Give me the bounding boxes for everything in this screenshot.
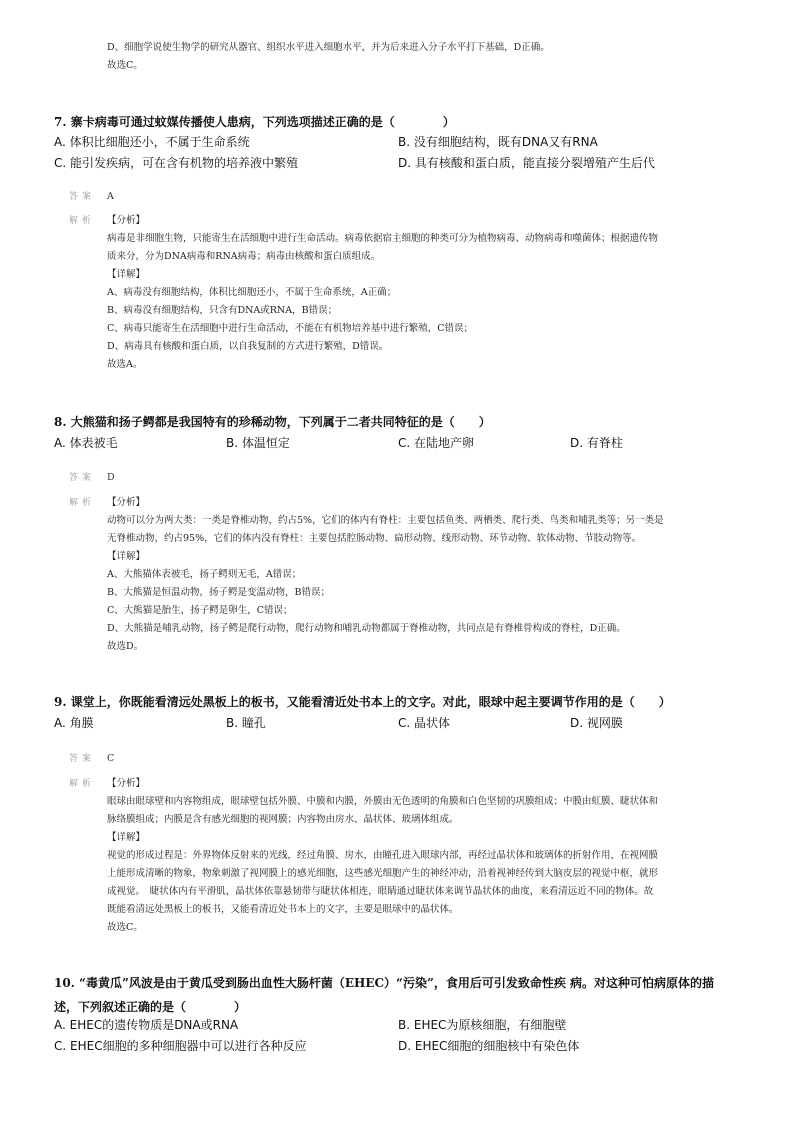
text-line: B、大熊猫是恒温动物，扬子鳄是变温动物，B错误； <box>107 587 330 598</box>
question-7-options <box>54 132 754 174</box>
answer-label: 答案 <box>69 754 96 764</box>
analysis-text <box>107 494 757 656</box>
text-line: 【详解】 <box>107 551 146 562</box>
text-line: 故选A。 <box>107 359 143 370</box>
text-line: 故选C。 <box>107 60 143 71</box>
text-line: D、大熊猫是哺乳动物，扬子鳄是爬行动物，爬行动物和哺乳动物都属于脊椎动物，共同点是有脊椎骨构成的脊柱，D正确。 <box>107 623 626 634</box>
text-line: B、病毒没有细胞结构，只含有DNA或RNA，B错误； <box>107 305 338 316</box>
question-10-options <box>54 1015 754 1057</box>
option-a[interactable]: A. 体积比细胞还小，不属于生命系统 <box>54 135 250 149</box>
text-line: C、大熊猫是胎生，扬子鳄是卵生，C错误； <box>107 605 293 616</box>
text-line: 【详解】 <box>107 269 146 280</box>
text-line: 眼球由眼球壁和内容物组成，眼球壁包括外膜、中膜和内膜，外膜由无色透明的角膜和白色坚韧的巩膜组成；中膜由虹膜、睫状体和 <box>107 796 659 807</box>
question-9-title <box>54 690 744 714</box>
title-line: 10. “毒黄瓜”风波是由于黄瓜受到肠出血性大肠杆菌（EHEC）“污染”，食用后可引发致命性疾 病。对这种可怕病原体的描 <box>54 976 715 990</box>
text-line: D、细胞学说使生物学的研究从器官、组织水平进入细胞水平，并为后来进入分子水平打下基础，D正确。 <box>107 42 550 53</box>
title-line: 7. 寨卡病毒可通过蚊媒传播使人患病，下列选项描述正确的是（ ） <box>54 115 455 129</box>
analysis-text <box>107 212 757 374</box>
question-10-title <box>54 971 744 1019</box>
text-line: 【分析】 <box>107 215 146 226</box>
option-c[interactable]: C. 在陆地产卵 <box>398 436 475 450</box>
previous-analysis-tail <box>107 39 747 75</box>
analysis-label: 解析 <box>69 498 96 508</box>
answer-value: C <box>107 753 115 764</box>
answer-label: 答案 <box>69 192 96 202</box>
analysis-text <box>107 775 757 937</box>
option-d[interactable]: D. EHEC细胞的细胞核中有染色体 <box>398 1039 580 1053</box>
text-line: 故选D。 <box>107 641 144 652</box>
option-c[interactable]: C. EHEC细胞的多种细胞器中可以进行各种反应 <box>54 1039 307 1053</box>
option-c[interactable]: C. 晶状体 <box>398 716 451 730</box>
option-b[interactable]: B. 没有细胞结构，既有DNA又有RNA <box>398 135 598 149</box>
option-d[interactable]: D. 视网膜 <box>570 716 623 730</box>
answer-value: D <box>107 472 115 483</box>
title-line: 8. 大熊猫和扬子鳄都是我国特有的珍稀动物，下列属于二者共同特征的是（ ） <box>54 415 491 429</box>
option-a[interactable]: A. 角膜 <box>54 716 94 730</box>
option-c[interactable]: C. 能引发疾病，可在含有机物的培养液中繁殖 <box>54 156 299 170</box>
text-line: 动物可以分为两大类：一类是脊椎动物，约占5%，它们的体内有脊柱：主要包括鱼类、两栖类、爬行类、鸟类和哺乳类等；另一类是 <box>107 515 664 526</box>
analysis-label: 解析 <box>69 216 96 226</box>
text-line: A、病毒没有细胞结构，体积比细胞还小，不属于生命系统，A正确； <box>107 287 397 298</box>
question-8-options <box>54 433 754 454</box>
text-line: D、病毒具有核酸和蛋白质，以自我复制的方式进行繁殖，D错误。 <box>107 341 389 352</box>
text-line: 【详解】 <box>107 832 146 843</box>
option-b[interactable]: B. 瞳孔 <box>226 716 266 730</box>
answer-value: A <box>107 191 114 202</box>
option-d[interactable]: D. 有脊柱 <box>570 436 623 450</box>
option-d[interactable]: D. 具有核酸和蛋白质，能直接分裂增殖产生后代 <box>398 156 655 170</box>
question-7-title <box>54 110 744 134</box>
option-b[interactable]: B. EHEC为原核细胞，有细胞壁 <box>398 1018 567 1032</box>
text-line: 病毒是非细胞生物，只能寄生在活细胞中进行生命活动。病毒依据宿主细胞的种类可分为植物病毒、动物病毒和噬菌体；根据遗传物 <box>107 233 659 244</box>
option-a[interactable]: A. 体表被毛 <box>54 436 118 450</box>
text-line: 上能形成清晰的物象，物象刺激了视网膜上的感光细胞，这些感光细胞产生的神经冲动，沿着视神经传到大脑皮层的视觉中枢，就形 <box>107 868 659 879</box>
text-line: 【分析】 <box>107 497 146 508</box>
text-line: 质来分，分为DNA病毒和RNA病毒；病毒由核酸和蛋白质组成。 <box>107 251 381 262</box>
question-8-title <box>54 410 744 434</box>
question-9-options <box>54 713 754 734</box>
text-line: A、大熊猫体表被毛，扬子鳄则无毛，A错误； <box>107 569 302 580</box>
text-line: 故选C。 <box>107 922 143 933</box>
text-line: 成视觉。 睫状体内有平滑肌，晶状体依靠悬韧带与睫状体相连，眼睛通过睫状体来调节晶状体的曲度，来看清远近不同的物体。故 <box>107 886 654 897</box>
text-line: 【分析】 <box>107 778 146 789</box>
option-b[interactable]: B. 体温恒定 <box>226 436 290 450</box>
answer-label: 答案 <box>69 473 96 483</box>
title-line: 9. 课堂上，你既能看清远处黑板上的板书，又能看清近处书本上的文字。对此，眼球中起主要调节作用的是（ ） <box>54 695 671 709</box>
text-line: 脉络膜组成；内膜是含有感光细胞的视网膜；内容物由房水、晶状体、玻璃体组成。 <box>107 814 459 825</box>
text-line: C、病毒只能寄生在活细胞中进行生命活动，不能在有机物培养基中进行繁殖，C错误； <box>107 323 474 334</box>
text-line: 无脊椎动物，约占95%，它们的体内没有脊柱：主要包括腔肠动物、扁形动物、线形动物、环节动物、软体动物、节肢动物等。 <box>107 533 642 544</box>
text-line: 既能看清远处黑板上的板书，又能看清近处书本上的文字，主要是眼球中的晶状体。 <box>107 904 459 915</box>
text-line: 视觉的形成过程是：外界物体反射来的光线，经过角膜、房水，由瞳孔进入眼球内部，再经过晶状体和玻璃体的折射作用，在视网膜 <box>107 850 659 861</box>
option-a[interactable]: A. EHEC的遗传物质是DNA或RNA <box>54 1018 239 1032</box>
title-line: 述，下列叙述正确的是（ ） <box>54 1000 247 1014</box>
analysis-label: 解析 <box>69 779 96 789</box>
